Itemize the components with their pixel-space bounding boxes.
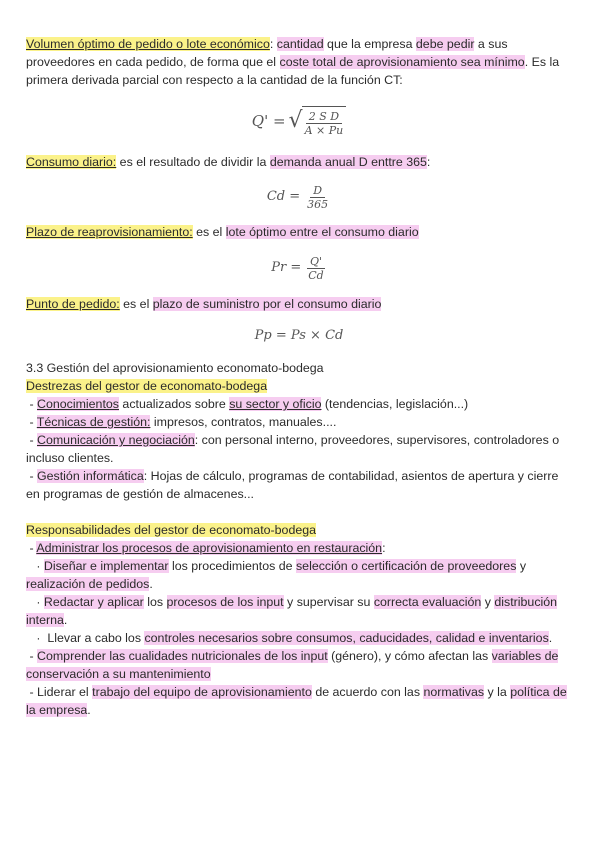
destreza-item <box>26 413 572 431</box>
text: que la empresa <box>323 37 416 51</box>
text: actualizados sobre <box>118 397 230 411</box>
highlight: distribución interna <box>26 595 558 627</box>
text: . <box>63 613 68 627</box>
formula-consumo-diario <box>26 171 572 223</box>
text: : Hojas de cálculo, programas de contabilidad, asientos de apertura y cierre en programas de gestión de almacenes... <box>26 469 559 501</box>
volumen-paragraph <box>26 35 572 89</box>
text: y supervisar su <box>283 595 374 609</box>
highlight: Diseñar e implementar <box>43 559 169 573</box>
responsabilidad-item <box>26 683 572 719</box>
text: y la <box>484 685 511 699</box>
highlight: cantidad <box>276 37 324 51</box>
numerator: 2 S D <box>306 110 342 124</box>
bullet: · <box>26 559 44 573</box>
dash: - <box>26 649 38 663</box>
highlight: realización de pedidos <box>26 577 150 591</box>
text: . <box>548 631 553 645</box>
text: Llevar a cabo los <box>43 631 145 645</box>
text: es el <box>192 225 226 239</box>
highlight: lote óptimo entre el consumo diario <box>225 225 419 239</box>
consumo-paragraph <box>26 153 572 171</box>
highlight: Administrar los procesos de aprovisionamiento en restauración <box>36 541 383 555</box>
plazo-term: Plazo de reaprovisionamiento: <box>26 225 193 239</box>
highlight: Redactar y aplicar <box>43 595 144 609</box>
sqrt-symbol: √ $\frac{\text{2 S D}}{A \times Pu}$ <box>289 106 347 137</box>
responsabilidad-subitem <box>26 593 572 629</box>
highlight: debe pedir <box>415 37 475 51</box>
highlight: trabajo del equipo de aprovisionamiento <box>92 685 312 699</box>
responsabilidad-item <box>26 647 572 683</box>
dash: - <box>26 541 37 555</box>
bullet: · <box>26 595 44 609</box>
formula-plazo <box>26 241 572 295</box>
volumen-term: Volumen óptimo de pedido o lote económico <box>26 37 270 51</box>
text: . Es la primera derivada parcial con respecto a la cantidad de la función CT: <box>26 55 560 87</box>
highlight: selección o certificación de proveedores <box>295 559 517 573</box>
punto-paragraph <box>26 295 572 313</box>
highlight: Comprender las cualidades nutricionales de los input <box>37 649 328 663</box>
document-page <box>26 35 572 719</box>
punto-term: Punto de pedido: <box>26 297 120 311</box>
spacer <box>26 503 572 521</box>
text: de acuerdo con las <box>311 685 424 699</box>
text: impresos, contratos, manuales.... <box>150 415 337 429</box>
text: es el <box>119 297 153 311</box>
highlight: demanda anual D enttre 365 <box>269 155 427 169</box>
destreza-item <box>26 431 572 467</box>
highlight: política de la empresa <box>26 685 567 717</box>
responsabilidad-subitem <box>26 629 572 647</box>
highlight: coste total de aprovisionamiento sea mínimo <box>279 55 525 69</box>
highlight: plazo de suministro por el consumo diario <box>152 297 382 311</box>
dash: - <box>26 469 38 483</box>
text: a sus proveedores en cada pedido, de forma que el <box>26 37 508 69</box>
destrezas-title-text: Destrezas del gestor de economato-bodega <box>26 379 268 393</box>
text: y <box>516 559 527 573</box>
formula-lhs: Pr = <box>271 260 302 275</box>
dash: - <box>26 415 37 429</box>
formula-lhs: Q' = <box>251 112 286 130</box>
highlight: Técnicas de gestión: <box>36 415 151 429</box>
destreza-item <box>26 395 572 413</box>
responsabilidad-subitem <box>26 557 572 593</box>
text: : <box>426 155 431 169</box>
responsabilidades-title <box>26 521 572 539</box>
destreza-item <box>26 467 572 503</box>
text: (tendencias, legislación...) <box>321 397 469 411</box>
highlight: procesos de los input <box>166 595 284 609</box>
highlight: variables de conservación a su mantenimiento <box>26 649 559 681</box>
consumo-term: Consumo diario: <box>26 155 117 169</box>
formula-punto-pedido <box>26 313 572 359</box>
formula-fraction <box>304 184 331 211</box>
highlight: controles necesarios sobre consumos, caducidades, calidad e inventarios <box>144 631 549 645</box>
text: (género), y cómo afectan las <box>327 649 492 663</box>
formula-fraction <box>305 255 326 282</box>
destrezas-title <box>26 377 572 395</box>
highlight: su sector y oficio <box>229 397 322 411</box>
highlight: Gestión informática <box>37 469 144 483</box>
formula-fraction <box>302 110 347 137</box>
denominator: Cd <box>308 268 324 282</box>
responsabilidad-item <box>26 539 572 557</box>
dash: - <box>26 433 38 447</box>
highlight: Comunicación y negociación <box>37 433 195 447</box>
section-heading: 3.3 Gestión del aprovisionamiento economato-bodega <box>26 361 324 375</box>
text: y <box>481 595 495 609</box>
responsabilidades-title-text: Responsabilidades del gestor de economato-bodega <box>26 523 317 537</box>
text: . <box>87 703 91 717</box>
bullet: · <box>26 631 44 645</box>
denominator: 365 <box>307 197 329 211</box>
highlight: Conocimientos <box>37 397 119 411</box>
text: los procedimientos de <box>168 559 296 573</box>
text: es el resultado de dividir la <box>116 155 270 169</box>
text: Liderar el <box>37 685 93 699</box>
formula-text: Pp = Ps × Cd <box>254 328 344 343</box>
plazo-paragraph <box>26 223 572 241</box>
formula-q-optimo <box>26 89 572 153</box>
dash: - <box>26 397 38 411</box>
text: : <box>382 541 386 555</box>
text: los <box>143 595 167 609</box>
text: . <box>149 577 153 591</box>
denominator: A × Pu <box>304 123 344 137</box>
text: : <box>269 37 274 51</box>
highlight: normativas <box>423 685 485 699</box>
numerator: Q' <box>307 255 325 269</box>
dash: - <box>26 685 38 699</box>
numerator: D <box>310 184 325 198</box>
highlight: correcta evaluación <box>373 595 482 609</box>
text: : con personal interno, proveedores, supervisores, controladores o incluso clientes. <box>26 433 560 465</box>
formula-lhs: Cd = <box>266 189 301 204</box>
